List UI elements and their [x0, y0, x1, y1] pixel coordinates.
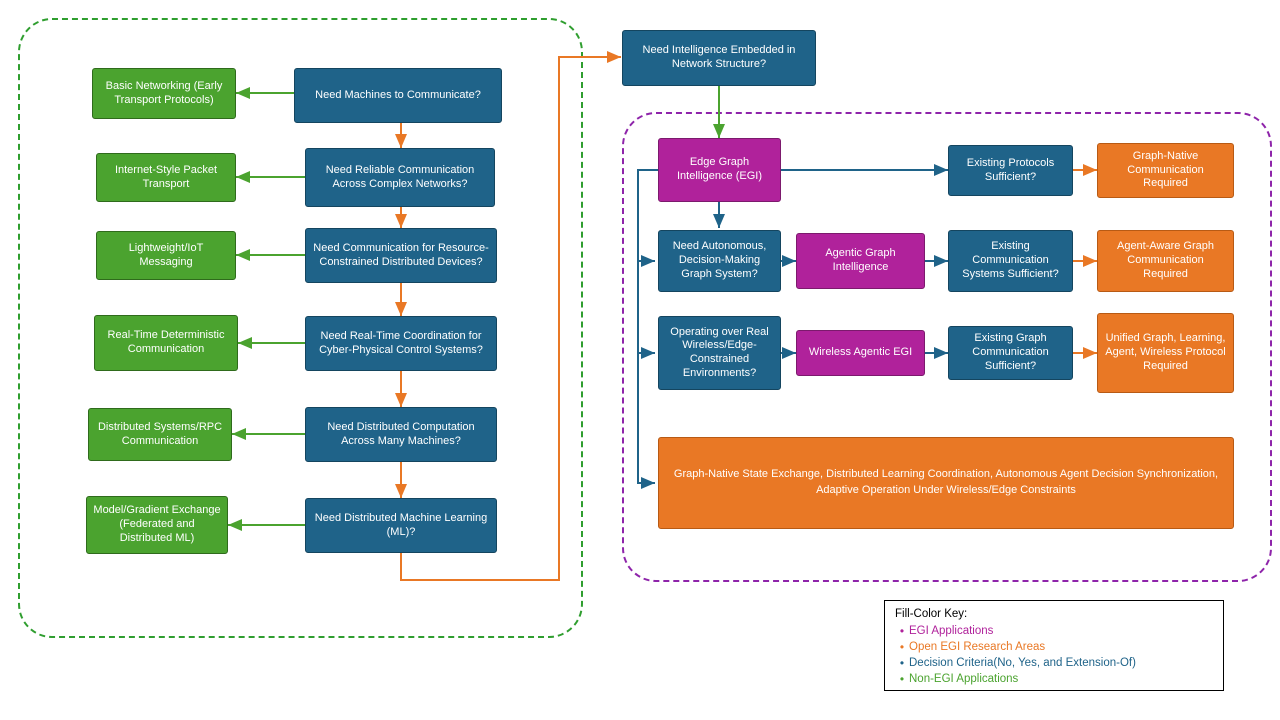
decision-real-time-coordination[interactable]: Need Real-Time Coordination for Cyber-Physical Control Systems?	[305, 316, 497, 371]
decision-resource-constrained-devices[interactable]: Need Communication for Resource-Constrained Distributed Devices?	[305, 228, 497, 283]
outcome-internet-style-packet-transport[interactable]: Internet-Style Packet Transport	[96, 153, 236, 202]
legend-item-open-research	[895, 639, 1213, 655]
decision-existing-protocols-sufficient[interactable]: Existing Protocols Sufficient?	[948, 145, 1073, 196]
fill-color-key-legend	[884, 600, 1224, 691]
legend-label-open-research: Open EGI Research Areas	[909, 641, 1046, 653]
decision-distributed-machine-learning[interactable]: Need Distributed Machine Learning (ML)?	[305, 498, 497, 553]
decision-reliable-communication[interactable]: Need Reliable Communication Across Complex Networks?	[305, 148, 495, 207]
outcome-model-gradient-exchange[interactable]: Model/Gradient Exchange (Federated and Distributed ML)	[86, 496, 228, 554]
outcome-basic-networking[interactable]: Basic Networking (Early Transport Protocols)	[92, 68, 236, 119]
legend-bullet-icon: •	[899, 672, 905, 686]
summary-banner[interactable]	[658, 437, 1234, 529]
legend-title: Fill-Color Key:	[895, 608, 968, 620]
legend-bullet-icon: •	[899, 624, 905, 638]
summary-line-2: Adaptive Operation Under Wireless/Edge Constraints	[816, 484, 1076, 496]
decision-need-intelligence-embedded[interactable]: Need Intelligence Embedded in Network Structure?	[622, 30, 816, 86]
legend-item-non-egi-applications	[895, 671, 1213, 687]
decision-need-machines-to-communicate[interactable]: Need Machines to Communicate?	[294, 68, 502, 123]
application-edge-graph-intelligence[interactable]: Edge Graph Intelligence (EGI)	[658, 138, 781, 202]
decision-need-autonomous-graph-system[interactable]: Need Autonomous, Decision-Making Graph System?	[658, 230, 781, 292]
legend-label-decision-criteria: Decision Criteria	[909, 657, 994, 669]
decision-operating-over-wireless-edge[interactable]: Operating over Real Wireless/Edge-Constrained Environments?	[658, 316, 781, 390]
research-agent-aware-graph-communication[interactable]: Agent-Aware Graph Communication Required	[1097, 230, 1234, 292]
legend-label-egi-applications: EGI Applications	[909, 625, 994, 637]
outcome-distributed-systems-rpc[interactable]: Distributed Systems/RPC Communication	[88, 408, 232, 461]
decision-existing-communication-systems-sufficient[interactable]: Existing Communication Systems Sufficient?	[948, 230, 1073, 292]
research-graph-native-communication[interactable]: Graph-Native Communication Required	[1097, 143, 1234, 198]
outcome-lightweight-iot-messaging[interactable]: Lightweight/IoT Messaging	[96, 231, 236, 280]
summary-line-1: Graph-Native State Exchange, Distributed Learning Coordination, Autonomous Agent Decision Synchronization,	[673, 468, 1219, 481]
decision-distributed-computation[interactable]: Need Distributed Computation Across Many Machines?	[305, 407, 497, 462]
legend-item-egi-applications	[895, 623, 1213, 639]
outcome-real-time-deterministic-communication[interactable]: Real-Time Deterministic Communication	[94, 315, 238, 371]
legend-bullet-icon: •	[899, 640, 905, 654]
application-wireless-agentic-egi[interactable]: Wireless Agentic EGI	[796, 330, 925, 376]
application-agentic-graph-intelligence[interactable]: Agentic Graph Intelligence	[796, 233, 925, 289]
decision-existing-graph-communication-sufficient[interactable]: Existing Graph Communication Sufficient?	[948, 326, 1073, 380]
legend-label-decision-criteria-extra: (No, Yes, and Extension-Of)	[993, 657, 1136, 669]
research-unified-graph-learning-agent-wireless[interactable]: Unified Graph, Learning, Agent, Wireless Protocol Required	[1097, 313, 1234, 393]
legend-label-non-egi-applications: Non-EGI Applications	[909, 673, 1019, 685]
legend-item-decision-criteria	[895, 655, 1213, 671]
legend-bullet-icon: •	[899, 656, 905, 670]
